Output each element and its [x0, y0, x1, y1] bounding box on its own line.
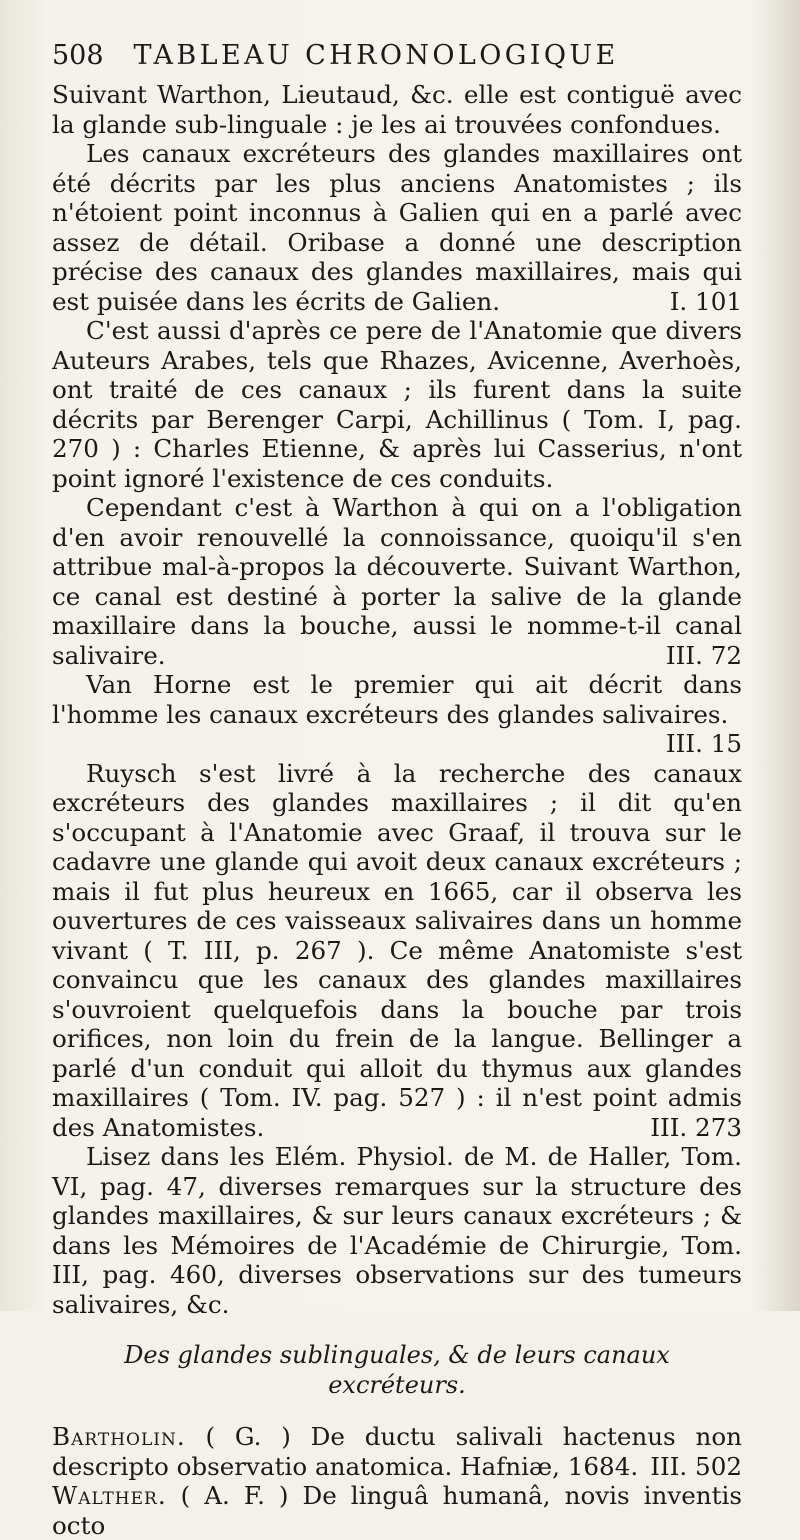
- volume-reference: I. 101: [669, 286, 742, 316]
- paragraph: Lisez dans les Elém. Physiol. de M. de Haller, Tom. VI, pag. 47, diverses remarques sur la structure des glandes maxillaires, & sur leurs canaux excréteurs ; & dans les Mémoires de l'Académie de Chirurgie, Tom. III, pag. 460, diverses observations sur des tumeurs salivaires, &c.: [52, 1142, 742, 1319]
- page-number: 508: [52, 40, 104, 71]
- paragraph: Van Horne est le premier qui ait décrit dans l'homme les canaux excréteurs des glandes salivaires. III. 15: [52, 670, 742, 758]
- bibliography-entry: [52, 1422, 742, 1481]
- entry-initials: ( A. F. ): [180, 1481, 289, 1510]
- section-title: Des glandes sublinguales, & de leurs canaux excréteurs.: [124, 1341, 670, 1399]
- running-title: TABLEAU CHRONOLOGIQUE: [133, 40, 619, 71]
- bibliography-entry: [52, 1481, 742, 1540]
- page-body: [52, 80, 742, 1540]
- paragraph: Les canaux excréteurs des glandes maxillaires ont été décrits par les plus anciens Anatomistes ; ils n'étoient point inconnus à Galien qui en a parlé avec assez de détail. Oribase a donné une description précise des canaux des glandes maxillaires, mais qui est puisée dans les écrits de Galien. I. 101: [52, 139, 742, 316]
- volume-reference: III. 273: [650, 1112, 742, 1142]
- entry-text: De ductu salivali hactenus non descripto observatio anatomica. Hafniæ, 1684.: [52, 1422, 742, 1481]
- paragraph: C'est aussi d'après ce pere de l'Anatomie que divers Auteurs Arabes, tels que Rhazes, Avicenne, Averhoès, ont traité de ces canaux ; ils furent dans la suite décrits par Berenger Carpi, Achillinus ( Tom. I, pag. 270 ) : Charles Etienne, & après lui Casserius, n'ont point ignoré l'existence de ces conduits.: [52, 316, 742, 493]
- paragraph: Ruysch s'est livré à la recherche des canaux excréteurs des glandes maxillaires ; il dit qu'en s'occupant à l'Anatomie avec Graaf, il trouva sur le cadavre une glande qui avoit deux canaux excréteurs ; mais il fut plus heureux en 1665, car il observa les ouvertures de ces vaisseaux salivaires dans un homme vivant ( T. III, p. 267 ). Ce même Anatomiste s'est convaincu que les canaux des glandes maxillaires s'ouvroient quelquefois dans la bouche par trois orifices, non loin du frein de la langue. Bellinger a parlé d'un conduit qui alloit du thymus aux glandes maxillaires ( Tom. IV. pag. 527 ) : il n'est point admis des Anatomistes. III. 273: [52, 758, 742, 1142]
- entry-author: Walther.: [52, 1481, 167, 1510]
- volume-reference: III. 15: [665, 729, 742, 758]
- paragraph: Suivant Warthon, Lieutaud, &c. elle est contiguë avec la glande sub-linguale : je les ai trouvées confondues.: [52, 80, 742, 139]
- running-header: [52, 40, 752, 71]
- volume-reference: III. 502: [650, 1451, 742, 1481]
- paragraph: Cependant c'est à Warthon à qui on a l'obligation d'en avoir renouvellé la connoissance, quoiqu'il s'en attribue mal-à-propos la découverte. Suivant Warthon, ce canal est destiné à porter la salive de la glande maxillaire dans la bouche, aussi le nomme-t-il canal salivaire. III. 72: [52, 493, 742, 670]
- entry-text: De linguâ humanâ, novis inventis octo: [52, 1481, 743, 1540]
- entry-author: Bartholin.: [52, 1422, 186, 1451]
- volume-reference: III. 72: [665, 640, 742, 670]
- entry-initials: ( G. ): [205, 1422, 291, 1451]
